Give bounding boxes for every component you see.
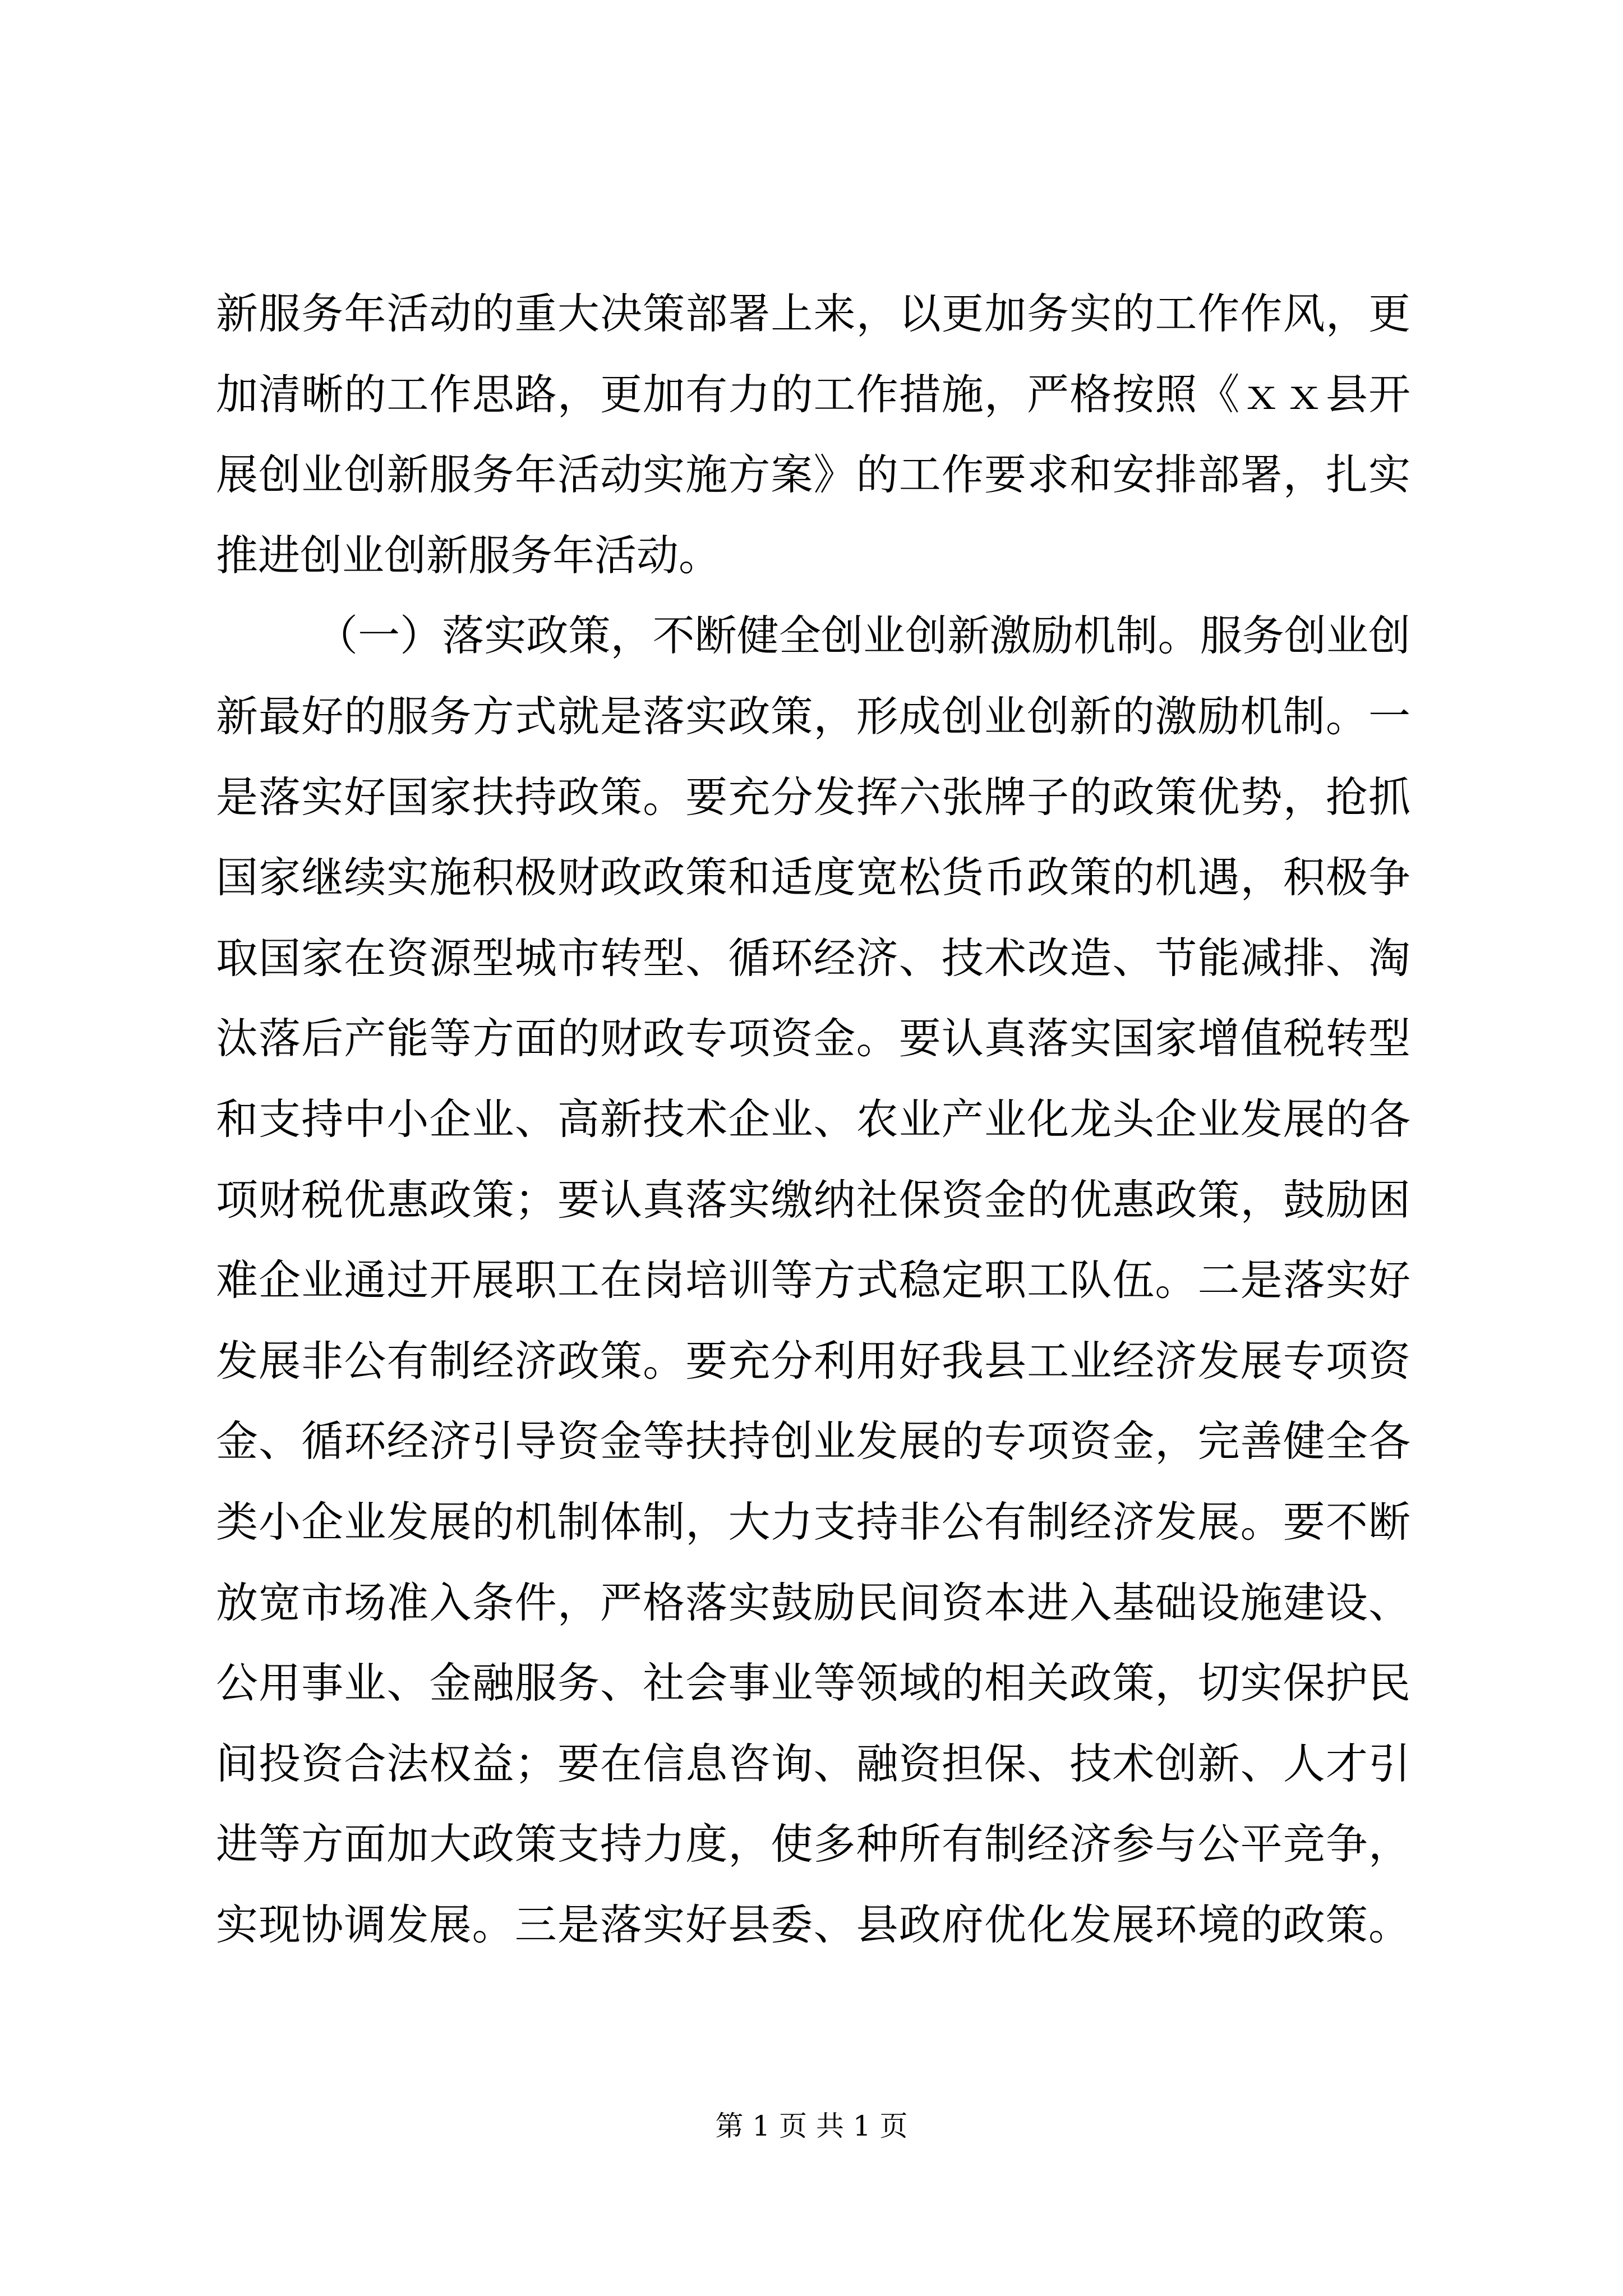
text-line: 推进创业创新服务年活动。 <box>216 530 721 580</box>
page-footer <box>0 2106 1623 2146</box>
text-line: 难企业通过开展职工在岗培训等方式稳定职工队伍。二是落实好 <box>216 1255 1410 1305</box>
text-line: 间投资合法权益；要在信息咨询、融资担保、技术创新、人才引 <box>216 1738 1410 1788</box>
text-line: 国家继续实施积极财政政策和适度宽松货币政策的机遇，积极争 <box>216 853 1410 903</box>
text-line: 和支持中小企业、高新技术企业、农业产业化龙头企业发展的各 <box>216 1094 1410 1144</box>
paragraph-heading-line: （一）落实政策，不断健全创业创新激励机制。服务创业创 <box>316 611 1410 661</box>
text-line: 展创业创新服务年活动实施方案》的工作要求和安排部署，扎实 <box>216 450 1410 500</box>
text-line: 新最好的服务方式就是落实政策，形成创业创新的激励机制。一 <box>216 691 1410 741</box>
text-line: 放宽市场准入条件，严格落实鼓励民间资本进入基础设施建设、 <box>216 1577 1410 1627</box>
text-line: 加清晰的工作思路，更加有力的工作措施，严格按照《ｘｘ县开 <box>216 369 1410 419</box>
body-text <box>216 274 1410 1965</box>
text-line: 汰落后产能等方面的财政专项资金。要认真落实国家增值税转型 <box>216 1014 1410 1064</box>
text-line: 取国家在资源型城市转型、循环经济、技术改造、节能减排、淘 <box>216 933 1410 983</box>
text-line: 新服务年活动的重大决策部署上来，以更加务实的工作作风，更 <box>216 289 1410 338</box>
text-line: 类小企业发展的机制体制，大力支持非公有制经济发展。要不断 <box>216 1497 1410 1547</box>
text-line: 公用事业、金融服务、社会事业等领域的相关政策，切实保护民 <box>216 1658 1410 1708</box>
text-line: 是落实好国家扶持政策。要充分发挥六张牌子的政策优势，抢抓 <box>216 772 1410 822</box>
text-line: 项财税优惠政策；要认真落实缴纳社保资金的优惠政策，鼓励困 <box>216 1175 1410 1225</box>
text-line: 金、循环经济引导资金等扶持创业发展的专项资金，完善健全各 <box>216 1416 1410 1466</box>
text-line: 进等方面加大政策支持力度，使多种所有制经济参与公平竞争， <box>216 1819 1410 1869</box>
text-line: 发展非公有制经济政策。要充分利用好我县工业经济发展专项资 <box>216 1336 1410 1386</box>
text-line: 实现协调发展。三是落实好县委、县政府优化发展环境的政策。 <box>216 1899 1410 1949</box>
page-number-label: 第 1 页 共 1 页 <box>715 2110 908 2142</box>
